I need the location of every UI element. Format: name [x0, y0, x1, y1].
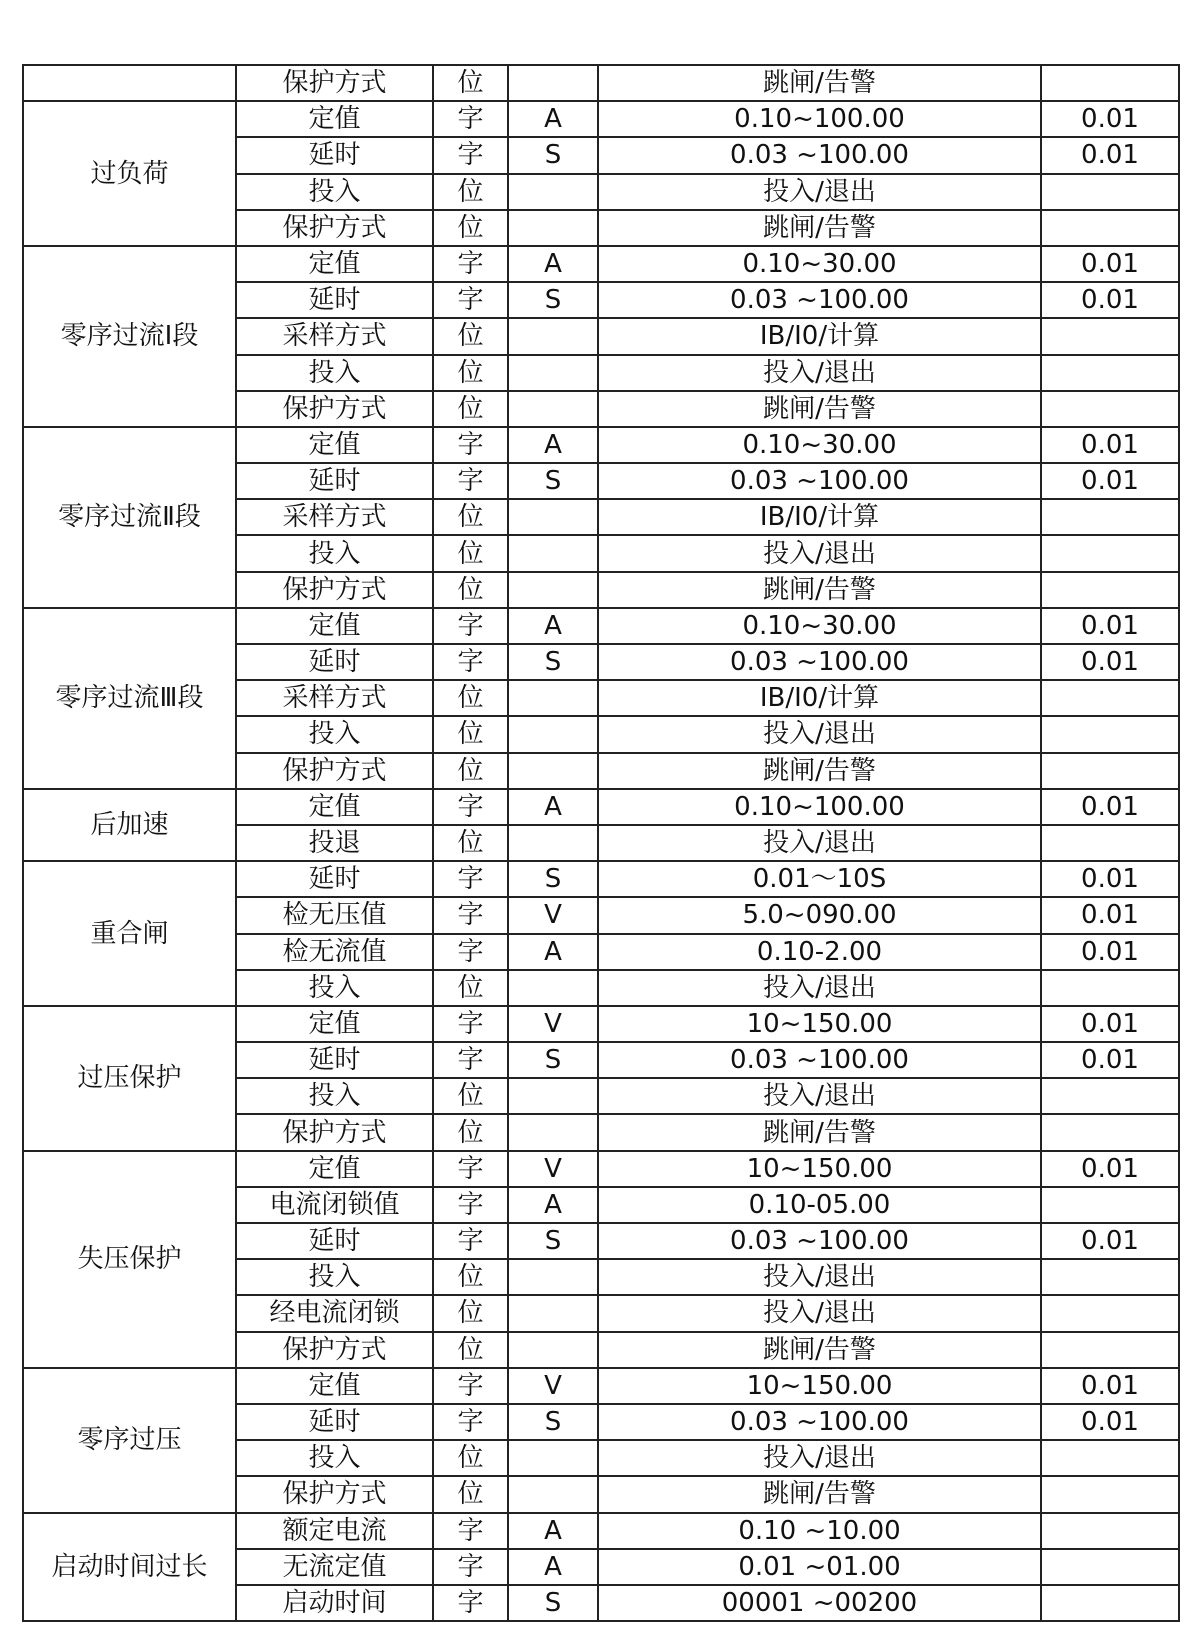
step-cell: 0.01: [1041, 1404, 1179, 1440]
data-type-cell: 位: [433, 1440, 508, 1476]
range-cell: 跳闸/告警: [598, 1332, 1041, 1368]
step-cell: 0.01: [1041, 1006, 1179, 1042]
range-cell: 0.03 ~100.00: [598, 1223, 1041, 1259]
step-cell: [1041, 65, 1179, 101]
range-cell: 投入/退出: [598, 970, 1041, 1006]
setting-name-cell: 检无压值: [236, 897, 433, 933]
unit-cell: [508, 1114, 598, 1150]
protection-group-cell: 零序过流Ⅱ段: [23, 427, 236, 608]
step-cell: [1041, 1259, 1179, 1295]
step-cell: 0.01: [1041, 644, 1179, 680]
data-type-cell: 字: [433, 644, 508, 680]
step-cell: [1041, 210, 1179, 246]
step-cell: [1041, 680, 1179, 716]
data-type-cell: 字: [433, 789, 508, 825]
data-type-cell: 字: [433, 137, 508, 173]
data-type-cell: 位: [433, 680, 508, 716]
data-type-cell: 位: [433, 1476, 508, 1512]
table-row: [23, 861, 1179, 897]
setting-name-cell: 投入: [236, 355, 433, 391]
protection-group-cell: 零序过压: [23, 1368, 236, 1513]
setting-name-cell: 延时: [236, 463, 433, 499]
unit-cell: [508, 680, 598, 716]
settings-table-body: [23, 65, 1179, 1621]
setting-name-cell: 保护方式: [236, 753, 433, 789]
data-type-cell: 字: [433, 427, 508, 463]
range-cell: IB/I0/计算: [598, 499, 1041, 535]
data-type-cell: 字: [433, 246, 508, 282]
range-cell: 跳闸/告警: [598, 1476, 1041, 1512]
setting-name-cell: 采样方式: [236, 318, 433, 354]
table-row: [23, 1151, 1179, 1187]
protection-group-cell: [23, 65, 236, 101]
setting-name-cell: 投入: [236, 174, 433, 210]
setting-name-cell: 保护方式: [236, 391, 433, 427]
unit-cell: A: [508, 1187, 598, 1223]
unit-cell: A: [508, 1549, 598, 1585]
step-cell: [1041, 355, 1179, 391]
setting-name-cell: 投入: [236, 1078, 433, 1114]
setting-name-cell: 定值: [236, 1368, 433, 1404]
step-cell: 0.01: [1041, 1368, 1179, 1404]
setting-name-cell: 经电流闭锁: [236, 1295, 433, 1331]
step-cell: 0.01: [1041, 463, 1179, 499]
range-cell: IB/I0/计算: [598, 680, 1041, 716]
data-type-cell: 位: [433, 1114, 508, 1150]
setting-name-cell: 定值: [236, 1006, 433, 1042]
setting-name-cell: 定值: [236, 1151, 433, 1187]
setting-name-cell: 延时: [236, 137, 433, 173]
step-cell: [1041, 1549, 1179, 1585]
data-type-cell: 字: [433, 608, 508, 644]
step-cell: 0.01: [1041, 1151, 1179, 1187]
range-cell: 0.03 ~100.00: [598, 644, 1041, 680]
step-cell: [1041, 1440, 1179, 1476]
protection-group-cell: 零序过流Ⅰ段: [23, 246, 236, 427]
range-cell: 0.03 ~100.00: [598, 1404, 1041, 1440]
setting-name-cell: 保护方式: [236, 1332, 433, 1368]
setting-name-cell: 定值: [236, 246, 433, 282]
unit-cell: A: [508, 427, 598, 463]
step-cell: 0.01: [1041, 427, 1179, 463]
data-type-cell: 字: [433, 282, 508, 318]
data-type-cell: 位: [433, 65, 508, 101]
unit-cell: [508, 318, 598, 354]
step-cell: 0.01: [1041, 137, 1179, 173]
protection-group-cell: 重合闸: [23, 861, 236, 1006]
data-type-cell: 位: [433, 318, 508, 354]
data-type-cell: 字: [433, 1513, 508, 1549]
data-type-cell: 字: [433, 861, 508, 897]
setting-name-cell: 额定电流: [236, 1513, 433, 1549]
setting-name-cell: 延时: [236, 861, 433, 897]
data-type-cell: 字: [433, 1187, 508, 1223]
table-row: [23, 608, 1179, 644]
step-cell: 0.01: [1041, 1223, 1179, 1259]
range-cell: 0.10-2.00: [598, 934, 1041, 970]
step-cell: [1041, 753, 1179, 789]
data-type-cell: 位: [433, 535, 508, 571]
range-cell: 投入/退出: [598, 174, 1041, 210]
protection-group-cell: 过压保护: [23, 1006, 236, 1151]
step-cell: [1041, 572, 1179, 608]
unit-cell: [508, 716, 598, 752]
data-type-cell: 位: [433, 1332, 508, 1368]
setting-name-cell: 电流闭锁值: [236, 1187, 433, 1223]
step-cell: 0.01: [1041, 934, 1179, 970]
unit-cell: S: [508, 463, 598, 499]
setting-name-cell: 保护方式: [236, 1476, 433, 1512]
setting-name-cell: 无流定值: [236, 1549, 433, 1585]
data-type-cell: 字: [433, 897, 508, 933]
setting-name-cell: 投入: [236, 716, 433, 752]
unit-cell: A: [508, 608, 598, 644]
step-cell: [1041, 1476, 1179, 1512]
step-cell: [1041, 1585, 1179, 1621]
unit-cell: [508, 572, 598, 608]
range-cell: 0.01 ~01.00: [598, 1549, 1041, 1585]
setting-name-cell: 投退: [236, 825, 433, 861]
unit-cell: [508, 1295, 598, 1331]
data-type-cell: 位: [433, 753, 508, 789]
data-type-cell: 位: [433, 716, 508, 752]
range-cell: 0.10~100.00: [598, 101, 1041, 137]
setting-name-cell: 保护方式: [236, 65, 433, 101]
table-row: [23, 1513, 1179, 1549]
unit-cell: [508, 535, 598, 571]
range-cell: 0.03 ~100.00: [598, 463, 1041, 499]
data-type-cell: 字: [433, 1223, 508, 1259]
step-cell: 0.01: [1041, 861, 1179, 897]
range-cell: 跳闸/告警: [598, 391, 1041, 427]
step-cell: [1041, 1114, 1179, 1150]
step-cell: 0.01: [1041, 246, 1179, 282]
setting-name-cell: 投入: [236, 535, 433, 571]
setting-name-cell: 延时: [236, 1042, 433, 1078]
range-cell: 00001 ~00200: [598, 1585, 1041, 1621]
data-type-cell: 位: [433, 391, 508, 427]
protection-group-cell: 零序过流Ⅲ段: [23, 608, 236, 789]
range-cell: 0.03 ~100.00: [598, 137, 1041, 173]
step-cell: 0.01: [1041, 789, 1179, 825]
unit-cell: A: [508, 1513, 598, 1549]
range-cell: 投入/退出: [598, 1259, 1041, 1295]
table-row: [23, 101, 1179, 137]
data-type-cell: 字: [433, 1585, 508, 1621]
setting-name-cell: 保护方式: [236, 572, 433, 608]
range-cell: 投入/退出: [598, 825, 1041, 861]
unit-cell: A: [508, 246, 598, 282]
protection-group-cell: 失压保护: [23, 1151, 236, 1368]
range-cell: 10~150.00: [598, 1368, 1041, 1404]
setting-name-cell: 投入: [236, 970, 433, 1006]
step-cell: 0.01: [1041, 1042, 1179, 1078]
data-type-cell: 位: [433, 355, 508, 391]
step-cell: [1041, 318, 1179, 354]
range-cell: 0.10~30.00: [598, 608, 1041, 644]
unit-cell: S: [508, 644, 598, 680]
data-type-cell: 位: [433, 970, 508, 1006]
unit-cell: V: [508, 897, 598, 933]
range-cell: 0.10~100.00: [598, 789, 1041, 825]
unit-cell: S: [508, 1404, 598, 1440]
setting-name-cell: 延时: [236, 644, 433, 680]
unit-cell: S: [508, 1223, 598, 1259]
step-cell: [1041, 1513, 1179, 1549]
data-type-cell: 位: [433, 210, 508, 246]
unit-cell: [508, 970, 598, 1006]
range-cell: 跳闸/告警: [598, 572, 1041, 608]
unit-cell: S: [508, 137, 598, 173]
unit-cell: [508, 1332, 598, 1368]
range-cell: 跳闸/告警: [598, 753, 1041, 789]
data-type-cell: 字: [433, 1404, 508, 1440]
range-cell: 0.10~30.00: [598, 246, 1041, 282]
step-cell: [1041, 535, 1179, 571]
setting-name-cell: 保护方式: [236, 210, 433, 246]
unit-cell: [508, 65, 598, 101]
unit-cell: A: [508, 789, 598, 825]
data-type-cell: 字: [433, 1006, 508, 1042]
range-cell: 跳闸/告警: [598, 65, 1041, 101]
data-type-cell: 字: [433, 1549, 508, 1585]
step-cell: [1041, 716, 1179, 752]
setting-name-cell: 定值: [236, 427, 433, 463]
setting-name-cell: 启动时间: [236, 1585, 433, 1621]
step-cell: [1041, 1078, 1179, 1114]
unit-cell: [508, 825, 598, 861]
setting-name-cell: 保护方式: [236, 1114, 433, 1150]
step-cell: 0.01: [1041, 608, 1179, 644]
unit-cell: S: [508, 861, 598, 897]
settings-table: [22, 64, 1180, 1622]
range-cell: 投入/退出: [598, 1440, 1041, 1476]
data-type-cell: 位: [433, 174, 508, 210]
data-type-cell: 位: [433, 1078, 508, 1114]
setting-name-cell: 延时: [236, 1223, 433, 1259]
range-cell: 10~150.00: [598, 1151, 1041, 1187]
step-cell: [1041, 1187, 1179, 1223]
setting-name-cell: 延时: [236, 282, 433, 318]
table-row: [23, 1368, 1179, 1404]
unit-cell: S: [508, 1042, 598, 1078]
step-cell: 0.01: [1041, 101, 1179, 137]
setting-name-cell: 延时: [236, 1404, 433, 1440]
range-cell: 0.03 ~100.00: [598, 1042, 1041, 1078]
step-cell: [1041, 174, 1179, 210]
unit-cell: S: [508, 1585, 598, 1621]
unit-cell: [508, 1078, 598, 1114]
setting-name-cell: 定值: [236, 101, 433, 137]
data-type-cell: 字: [433, 463, 508, 499]
protection-group-cell: 过负荷: [23, 101, 236, 246]
table-row: [23, 246, 1179, 282]
data-type-cell: 字: [433, 1151, 508, 1187]
step-cell: [1041, 825, 1179, 861]
range-cell: 10~150.00: [598, 1006, 1041, 1042]
range-cell: 0.01～10S: [598, 861, 1041, 897]
range-cell: IB/I0/计算: [598, 318, 1041, 354]
range-cell: 投入/退出: [598, 716, 1041, 752]
step-cell: [1041, 1332, 1179, 1368]
step-cell: [1041, 970, 1179, 1006]
step-cell: [1041, 1295, 1179, 1331]
data-type-cell: 位: [433, 825, 508, 861]
unit-cell: A: [508, 101, 598, 137]
unit-cell: [508, 1440, 598, 1476]
data-type-cell: 位: [433, 1295, 508, 1331]
step-cell: [1041, 391, 1179, 427]
range-cell: 0.10-05.00: [598, 1187, 1041, 1223]
data-type-cell: 字: [433, 1368, 508, 1404]
setting-name-cell: 投入: [236, 1259, 433, 1295]
unit-cell: [508, 174, 598, 210]
range-cell: 投入/退出: [598, 535, 1041, 571]
unit-cell: [508, 499, 598, 535]
step-cell: 0.01: [1041, 282, 1179, 318]
range-cell: 跳闸/告警: [598, 1114, 1041, 1150]
table-row: [23, 65, 1179, 101]
unit-cell: V: [508, 1368, 598, 1404]
unit-cell: [508, 1259, 598, 1295]
range-cell: 投入/退出: [598, 355, 1041, 391]
step-cell: 0.01: [1041, 897, 1179, 933]
range-cell: 0.10 ~10.00: [598, 1513, 1041, 1549]
table-row: [23, 427, 1179, 463]
unit-cell: V: [508, 1151, 598, 1187]
range-cell: 5.0~090.00: [598, 897, 1041, 933]
data-type-cell: 位: [433, 1259, 508, 1295]
setting-name-cell: 定值: [236, 608, 433, 644]
unit-cell: [508, 1476, 598, 1512]
range-cell: 投入/退出: [598, 1078, 1041, 1114]
table-row: [23, 1006, 1179, 1042]
unit-cell: V: [508, 1006, 598, 1042]
unit-cell: [508, 391, 598, 427]
unit-cell: [508, 753, 598, 789]
protection-group-cell: 启动时间过长: [23, 1513, 236, 1622]
data-type-cell: 字: [433, 934, 508, 970]
range-cell: 投入/退出: [598, 1295, 1041, 1331]
setting-name-cell: 采样方式: [236, 680, 433, 716]
data-type-cell: 位: [433, 499, 508, 535]
unit-cell: S: [508, 282, 598, 318]
data-type-cell: 字: [433, 101, 508, 137]
setting-name-cell: 检无流值: [236, 934, 433, 970]
range-cell: 0.03 ~100.00: [598, 282, 1041, 318]
table-row: [23, 789, 1179, 825]
setting-name-cell: 定值: [236, 789, 433, 825]
protection-group-cell: 后加速: [23, 789, 236, 861]
range-cell: 0.10~30.00: [598, 427, 1041, 463]
data-type-cell: 字: [433, 1042, 508, 1078]
unit-cell: A: [508, 934, 598, 970]
unit-cell: [508, 210, 598, 246]
range-cell: 跳闸/告警: [598, 210, 1041, 246]
setting-name-cell: 采样方式: [236, 499, 433, 535]
data-type-cell: 位: [433, 572, 508, 608]
step-cell: [1041, 499, 1179, 535]
setting-name-cell: 投入: [236, 1440, 433, 1476]
unit-cell: [508, 355, 598, 391]
